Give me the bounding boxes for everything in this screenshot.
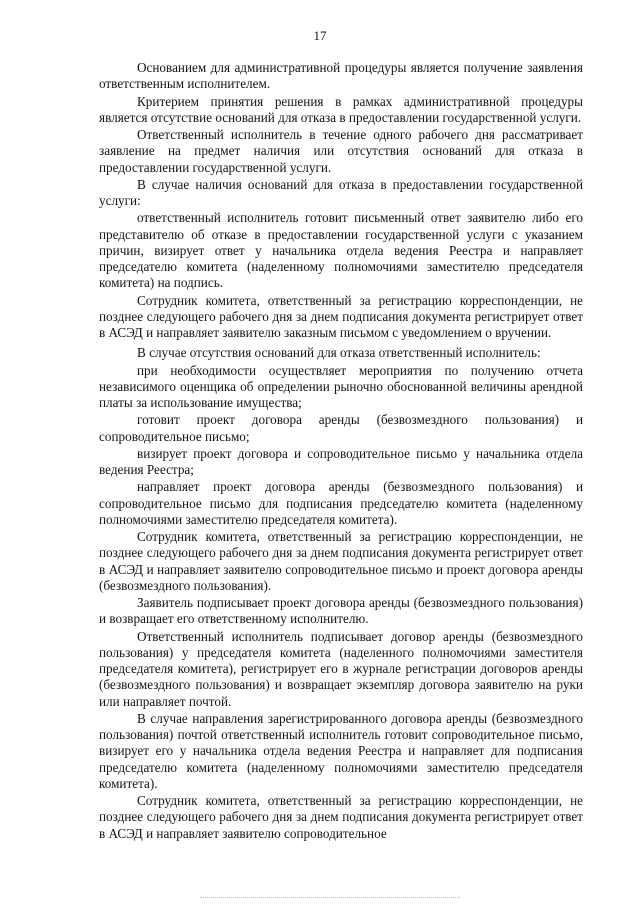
paragraph-16: Сотрудник комитета, ответственный за регистрацию корреспонденции, не позднее следующего рабочего дня за днем подписания документа регистрирует ответ в АСЭД и направляет заявителю сопроводительное [99, 793, 583, 841]
paragraph-1: Основанием для административной процедуры является получение заявления ответственным исполнителем. [99, 60, 583, 92]
paragraph-3: Ответственный исполнитель в течение одного рабочего дня рассматривает заявление на предмет наличия или отсутствия оснований для отказа в предоставлении государственной услуги. [99, 127, 583, 175]
paragraph-6: Сотрудник комитета, ответственный за регистрацию корреспонденции, не позднее следующего рабочего дня за днем подписания документа регистрирует ответ в АСЭД и направляет заявителю заказным письмом с уведомлением о вручении. [99, 292, 583, 340]
paragraph-5: ответственный исполнитель готовит письменный ответ заявителю либо его представителю об отказе в предоставлении государственной услуги с указанием причин, визирует ответ у начальника отдела ведения Реестра и направляет председателю комитета (наделенному полномочиями заместителю председателя комитета) на подпись. [99, 210, 583, 291]
paragraph-12: Сотрудник комитета, ответственный за регистрацию корреспонденции, не позднее следующего рабочего дня за днем подписания документа регистрирует ответ в АСЭД и направляет заявителю сопроводительное письмо и проект договора аренды (безвозмездного пользования). [99, 529, 583, 593]
paragraph-2: Критерием принятия решения в рамках административной процедуры является отсутствие оснований для отказа в предоставлении государственной услуги. [99, 93, 583, 125]
paragraph-14: Ответственный исполнитель подписывает договор аренды (безвозмездного пользования) у председателя комитета (наделенного полномочиями заместителя председателя комитета), регистрирует его в журнале регистрации договоров аренды (безвозмездного пользования) и возвращает экземпляр договора заявителю на руки или направляет почтой. [99, 628, 583, 709]
paragraph-11: направляет проект договора аренды (безвозмездного пользования) и сопроводительное письмо для подписания председателю комитета (наделенному полномочиями заместителю председателя комитета). [99, 479, 583, 527]
document-body [99, 60, 583, 843]
scan-artifact [200, 897, 460, 901]
paragraph-15: В случае направления зарегистрированного договора аренды (безвозмездного пользования) почтой ответственный исполнитель готовит сопроводительное письмо, визирует его у начальника отдела ведения Реестра и направляет для подписания председателю комитета (наделенному полномочиями заместителю председателя комитета). [99, 710, 583, 791]
paragraph-13: Заявитель подписывает проект договора аренды (безвозмездного пользования) и возвращает его ответственному исполнителю. [99, 595, 583, 627]
paragraph-7: В случае отсутствия оснований для отказа ответственный исполнитель: [137, 345, 541, 361]
page-number: 17 [313, 28, 327, 43]
paragraph-9: готовит проект договора аренды (безвозмездного пользования) и сопроводительное письмо; [99, 412, 583, 444]
paragraph-4: В случае наличия оснований для отказа в предоставлении государственной услуги: [99, 176, 583, 208]
paragraph-8: при необходимости осуществляет мероприятия по получению отчета независимого оценщика об определении рыночно обоснованной величины арендной платы за использование имущества; [99, 362, 583, 410]
paragraph-10: визирует проект договора и сопроводительное письмо у начальника отдела ведения Реестра; [99, 445, 583, 477]
